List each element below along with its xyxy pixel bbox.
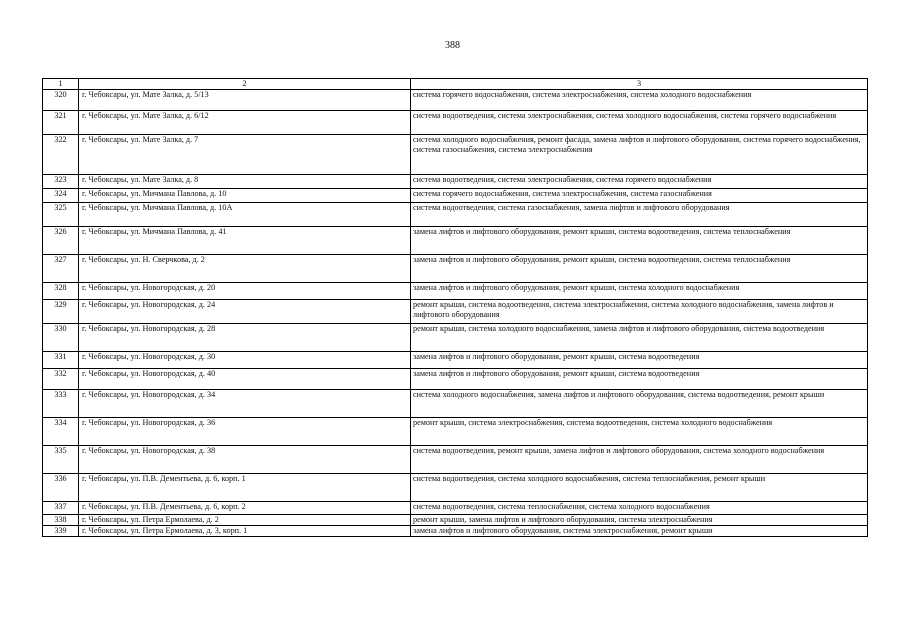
table-row bbox=[43, 390, 868, 418]
row-address: г. Чебоксары, ул. П.В. Дементьева, д. 6, корп. 1 bbox=[79, 474, 411, 502]
table-row bbox=[43, 418, 868, 446]
row-systems: замена лифтов и лифтового оборудования, система электроснабжения, ремонт крыши bbox=[411, 526, 868, 537]
row-number: 335 bbox=[43, 446, 79, 474]
row-address: г. Чебоксары, ул. Новогородская, д. 40 bbox=[79, 369, 411, 390]
table-row bbox=[43, 111, 868, 135]
table-row bbox=[43, 369, 868, 390]
row-number: 336 bbox=[43, 474, 79, 502]
table-row bbox=[43, 474, 868, 502]
row-number: 339 bbox=[43, 526, 79, 537]
table-row bbox=[43, 324, 868, 352]
row-systems: замена лифтов и лифтового оборудования, ремонт крыши, система водоотведения bbox=[411, 352, 868, 369]
row-systems: ремонт крыши, система водоотведения, система электроснабжения, система холодного водоснабжения, замена лифтов и лифтового оборудования bbox=[411, 300, 868, 324]
row-systems: система водоотведения, система холодного водоснабжения, система теплоснабжения, ремонт крыши bbox=[411, 474, 868, 502]
row-number: 331 bbox=[43, 352, 79, 369]
row-number: 320 bbox=[43, 90, 79, 111]
table-row bbox=[43, 515, 868, 526]
table-row bbox=[43, 227, 868, 255]
table-row bbox=[43, 502, 868, 515]
row-systems: система водоотведения, система теплоснабжения, система холодного водоснабжения bbox=[411, 502, 868, 515]
table-header bbox=[43, 79, 868, 90]
row-address: г. Чебоксары, ул. Новогородская, д. 38 bbox=[79, 446, 411, 474]
page-number: 388 bbox=[445, 40, 460, 51]
table-row bbox=[43, 135, 868, 175]
table-row bbox=[43, 526, 868, 537]
row-number: 324 bbox=[43, 189, 79, 203]
row-number: 332 bbox=[43, 369, 79, 390]
row-number: 321 bbox=[43, 111, 79, 135]
row-address: г. Чебоксары, ул. Новогородская, д. 28 bbox=[79, 324, 411, 352]
table-row bbox=[43, 90, 868, 111]
row-address: г. Чебоксары, ул. Петра Ермолаева, д. 2 bbox=[79, 515, 411, 526]
row-number: 327 bbox=[43, 255, 79, 283]
row-address: г. Чебоксары, ул. Мичмана Павлова, д. 10 bbox=[79, 189, 411, 203]
row-number: 337 bbox=[43, 502, 79, 515]
row-address: г. Чебоксары, ул. Н. Сверчкова, д. 2 bbox=[79, 255, 411, 283]
row-address: г. Чебоксары, ул. Новогородская, д. 36 bbox=[79, 418, 411, 446]
row-systems: система холодного водоснабжения, ремонт фасада, замена лифтов и лифтового оборудования, система горячего водоснабжения, система газоснабжения, система электроснабжения bbox=[411, 135, 868, 175]
row-systems: ремонт крыши, система электроснабжения, система водоотведения, система холодного водоснабжения bbox=[411, 418, 868, 446]
row-number: 334 bbox=[43, 418, 79, 446]
row-address: г. Чебоксары, ул. Мичмана Павлова, д. 41 bbox=[79, 227, 411, 255]
row-address: г. Чебоксары, ул. Мате Залка, д. 5/13 bbox=[79, 90, 411, 111]
row-systems: система водоотведения, система электроснабжения, система холодного водоснабжения, система горячего водоснабжения bbox=[411, 111, 868, 135]
table-body bbox=[43, 90, 868, 537]
row-systems: ремонт крыши, замена лифтов и лифтового оборудования, система электроснабжения bbox=[411, 515, 868, 526]
row-number: 322 bbox=[43, 135, 79, 175]
row-systems: замена лифтов и лифтового оборудования, ремонт крыши, система водоотведения bbox=[411, 369, 868, 390]
row-systems: система горячего водоснабжения, система электроснабжения, система холодного водоснабжения bbox=[411, 90, 868, 111]
table-row bbox=[43, 255, 868, 283]
row-systems: ремонт крыши, система холодного водоснабжения, замена лифтов и лифтового оборудования, система водоотведения bbox=[411, 324, 868, 352]
row-number: 323 bbox=[43, 175, 79, 189]
row-address: г. Чебоксары, ул. Мате Залка, д. 8 bbox=[79, 175, 411, 189]
row-number: 325 bbox=[43, 203, 79, 227]
row-number: 338 bbox=[43, 515, 79, 526]
row-systems: система водоотведения, ремонт крыши, замена лифтов и лифтового оборудования, система холодного водоснабжения bbox=[411, 446, 868, 474]
row-address: г. Чебоксары, ул. Новогородская, д. 24 bbox=[79, 300, 411, 324]
row-address: г. Чебоксары, ул. Мате Залка, д. 7 bbox=[79, 135, 411, 175]
row-systems: замена лифтов и лифтового оборудования, ремонт крыши, система водоотведения, система теплоснабжения bbox=[411, 255, 868, 283]
table-row bbox=[43, 189, 868, 203]
row-address: г. Чебоксары, ул. Мате Залка, д. 6/12 bbox=[79, 111, 411, 135]
table-row bbox=[43, 203, 868, 227]
row-systems: замена лифтов и лифтового оборудования, ремонт крыши, система холодного водоснабжения bbox=[411, 283, 868, 300]
row-number: 328 bbox=[43, 283, 79, 300]
row-address: г. Чебоксары, ул. Мичмана Павлова, д. 10А bbox=[79, 203, 411, 227]
header-row bbox=[43, 79, 868, 90]
row-systems: система горячего водоснабжения, система электроснабжения, система газоснабжения bbox=[411, 189, 868, 203]
header-col-2: 2 bbox=[79, 79, 411, 90]
header-col-3: 3 bbox=[411, 79, 868, 90]
row-systems: система водоотведения, система газоснабжения, замена лифтов и лифтового оборудования bbox=[411, 203, 868, 227]
row-number: 326 bbox=[43, 227, 79, 255]
buildings-table bbox=[42, 78, 868, 537]
row-number: 333 bbox=[43, 390, 79, 418]
table-row bbox=[43, 300, 868, 324]
table-row bbox=[43, 175, 868, 189]
table-row bbox=[43, 352, 868, 369]
row-number: 329 bbox=[43, 300, 79, 324]
row-systems: замена лифтов и лифтового оборудования, ремонт крыши, система водоотведения, система теплоснабжения bbox=[411, 227, 868, 255]
header-col-1: 1 bbox=[43, 79, 79, 90]
row-address: г. Чебоксары, ул. Петра Ермолаева, д. 3, корп. 1 bbox=[79, 526, 411, 537]
row-address: г. Чебоксары, ул. Новогородская, д. 34 bbox=[79, 390, 411, 418]
row-address: г. Чебоксары, ул. Новогородская, д. 20 bbox=[79, 283, 411, 300]
row-systems: система водоотведения, система электроснабжения, система горячего водоснабжения bbox=[411, 175, 868, 189]
table-row bbox=[43, 446, 868, 474]
table-row bbox=[43, 283, 868, 300]
row-systems: система холодного водоснабжения, замена лифтов и лифтового оборудования, система водоотведения, ремонт крыши bbox=[411, 390, 868, 418]
row-number: 330 bbox=[43, 324, 79, 352]
row-address: г. Чебоксары, ул. Новогородская, д. 30 bbox=[79, 352, 411, 369]
row-address: г. Чебоксары, ул. П.В. Дементьева, д. 6, корп. 2 bbox=[79, 502, 411, 515]
